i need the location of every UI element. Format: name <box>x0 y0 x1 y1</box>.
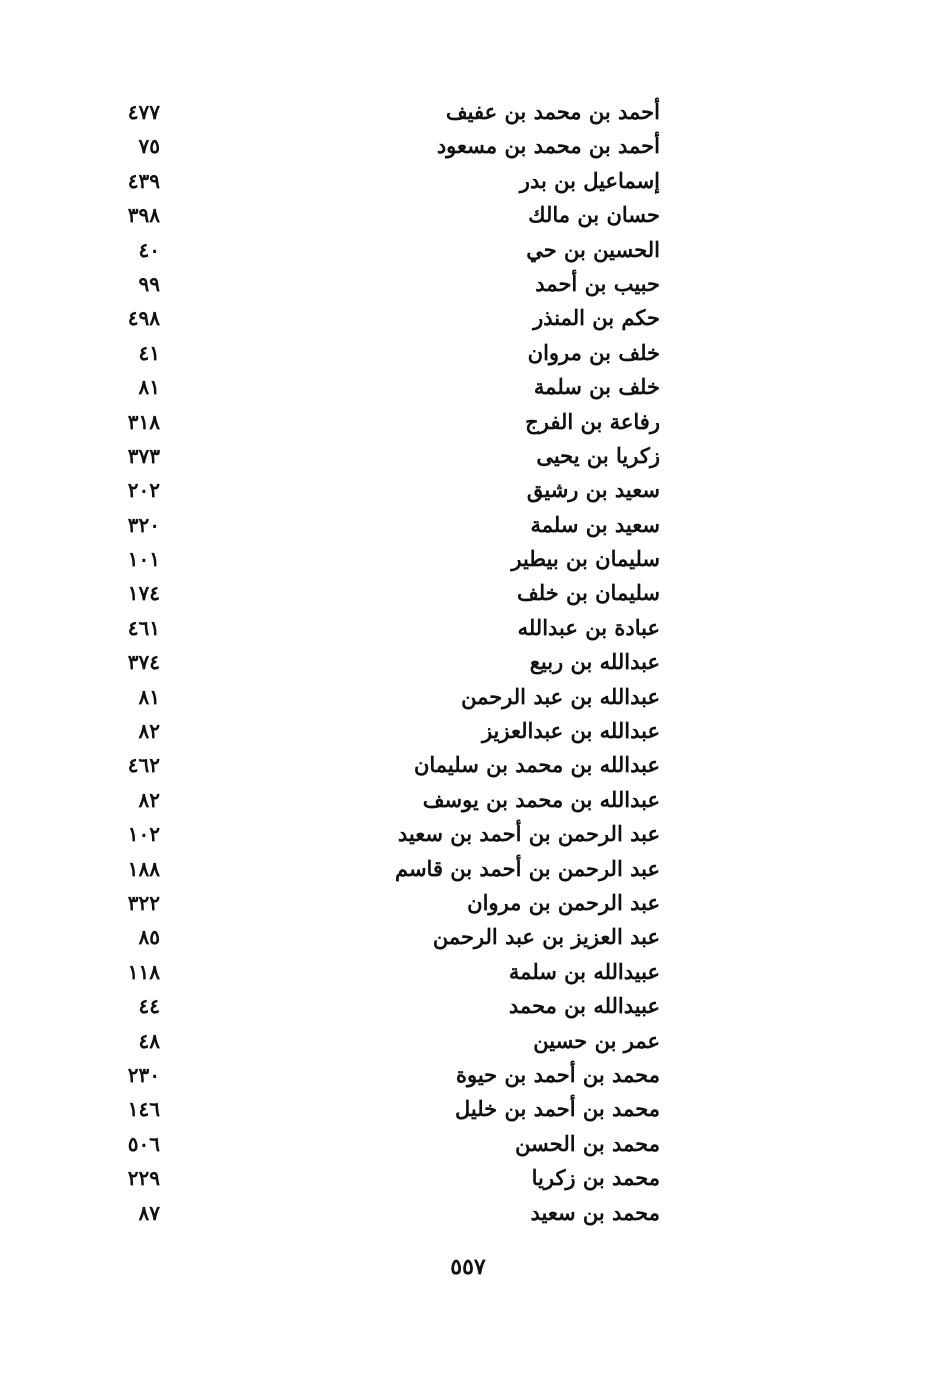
entry-page-number: ٧٥ <box>138 134 160 159</box>
entry-page-number: ١٠٢ <box>127 822 160 847</box>
entry-name: خلف بن مروان <box>527 339 660 365</box>
entry-page-number: ٣٩٨ <box>127 203 160 228</box>
index-entry <box>100 611 670 645</box>
entry-name: سليمان بن بيطير <box>511 546 660 572</box>
entry-name: زكريا بن يحيى <box>536 442 660 468</box>
entry-name: عبدالله بن عبدالعزيز <box>481 718 660 744</box>
entry-name: محمد بن سعيد <box>530 1199 660 1225</box>
entry-name: سعيد بن سلمة <box>530 511 660 537</box>
entry-page-number: ٤٨ <box>138 1028 160 1053</box>
index-entry <box>100 198 670 232</box>
index-entry <box>100 508 670 542</box>
index-entry <box>100 989 670 1023</box>
index-entry <box>100 1127 670 1161</box>
entry-name: خلف بن سلمة <box>533 374 660 400</box>
entry-page-number: ١٧٤ <box>127 581 160 606</box>
entry-page-number: ١٨٨ <box>127 856 160 881</box>
entry-page-number: ٩٩ <box>138 271 160 296</box>
entry-name: عمر بن حسين <box>533 1027 660 1053</box>
index-entry <box>100 1058 670 1092</box>
entry-name: سعيد بن رشيق <box>526 477 660 503</box>
entry-name: عبدالله بن محمد بن سليمان <box>413 752 660 778</box>
entry-page-number: ٢٢٩ <box>127 1166 160 1191</box>
entry-name: عبد الرحمن بن مروان <box>467 889 660 915</box>
entry-page-number: ٤١ <box>138 340 160 365</box>
entry-page-number: ٨٢ <box>138 787 160 812</box>
entry-page-number: ٨١ <box>138 375 160 400</box>
entry-page-number: ٨١ <box>138 684 160 709</box>
index-entry <box>100 164 670 198</box>
entry-name: عبدالله بن محمد بن يوسف <box>422 786 660 812</box>
entry-page-number: ٢٣٠ <box>127 1062 160 1087</box>
index-entry <box>100 714 670 748</box>
index-entry <box>100 920 670 954</box>
index-entry <box>100 405 670 439</box>
entry-page-number: ٨٢ <box>138 719 160 744</box>
entry-name: أحمد بن محمد بن عفيف <box>445 99 660 124</box>
entry-name: محمد بن أحمد بن حيوة <box>455 1061 660 1087</box>
entry-page-number: ٤٣٩ <box>127 168 160 193</box>
entry-name: عبد الرحمن بن أحمد بن سعيد <box>397 821 660 847</box>
entry-page-number: ٣٢٢ <box>127 890 160 915</box>
index-entry <box>100 95 670 129</box>
entry-name: حكم بن المنذر <box>533 305 660 331</box>
index-entry <box>100 852 670 886</box>
entry-name: أحمد بن محمد بن مسعود <box>436 133 660 159</box>
entry-name: عبيدالله بن سلمة <box>508 958 660 984</box>
index-entry <box>100 542 670 576</box>
index-entry <box>100 817 670 851</box>
index-entry <box>100 129 670 163</box>
entry-page-number: ٨٥ <box>138 925 160 950</box>
entry-name: محمد بن الحسن <box>515 1130 660 1156</box>
entry-name: سليمان بن خلف <box>517 580 660 606</box>
index-entry <box>100 439 670 473</box>
entry-page-number: ٤٧٧ <box>127 100 160 124</box>
index-entry <box>100 1092 670 1126</box>
entry-name: عبدالله بن عبد الرحمن <box>461 683 660 709</box>
index-entry <box>100 748 670 782</box>
entry-name: حسان بن مالك <box>528 202 660 228</box>
entry-name: حبيب بن أحمد <box>535 270 660 296</box>
index-entry <box>100 370 670 404</box>
index-entry <box>100 473 670 507</box>
index-entry <box>100 336 670 370</box>
entry-name: إسماعيل بن بدر <box>519 167 660 193</box>
entry-page-number: ٢٠٢ <box>127 478 160 503</box>
index-entry <box>100 1161 670 1195</box>
entry-name: عبيدالله بن محمد <box>508 993 660 1019</box>
index-entry <box>100 233 670 267</box>
index-entry <box>100 886 670 920</box>
entry-page-number: ١٤٦ <box>127 1097 160 1122</box>
entry-page-number: ١١٨ <box>127 959 160 984</box>
entry-name: عبد العزيز بن عبد الرحمن <box>432 924 660 950</box>
entry-page-number: ٤٦٢ <box>127 753 160 778</box>
entry-name: عبادة بن عبدالله <box>517 614 660 640</box>
entry-page-number: ٣٧٣ <box>127 443 160 468</box>
index-list <box>100 95 670 1230</box>
entry-name: محمد بن زكريا <box>531 1165 660 1191</box>
entry-name: رفاعة بن الفرج <box>525 408 660 434</box>
index-entry <box>100 576 670 610</box>
index-entry <box>100 680 670 714</box>
index-entry <box>100 955 670 989</box>
entry-page-number: ٥٠٦ <box>127 1131 160 1156</box>
entry-page-number: ١٠١ <box>127 547 160 572</box>
index-entry <box>100 1196 670 1230</box>
index-entry <box>100 645 670 679</box>
entry-page-number: ٤٦١ <box>127 615 160 640</box>
entry-name: الحسين بن حي <box>526 236 660 262</box>
index-entry <box>100 1024 670 1058</box>
entry-page-number: ٣٧٤ <box>127 650 160 675</box>
index-entry <box>100 783 670 817</box>
entry-page-number: ٤٩٨ <box>127 306 160 331</box>
entry-name: عبدالله بن ربيع <box>529 649 660 675</box>
entry-name: عبد الرحمن بن أحمد بن قاسم <box>394 855 660 881</box>
entry-page-number: ٣١٨ <box>127 409 160 434</box>
entry-page-number: ٤٠ <box>138 237 160 262</box>
index-entry <box>100 267 670 301</box>
page-number: ٥٥٧ <box>450 1254 486 1280</box>
entry-page-number: ٨٧ <box>138 1200 160 1225</box>
entry-name: محمد بن أحمد بن خليل <box>454 1096 660 1122</box>
entry-page-number: ٣٢٠ <box>127 512 160 537</box>
entry-page-number: ٤٤ <box>138 994 160 1019</box>
index-entry <box>100 301 670 335</box>
